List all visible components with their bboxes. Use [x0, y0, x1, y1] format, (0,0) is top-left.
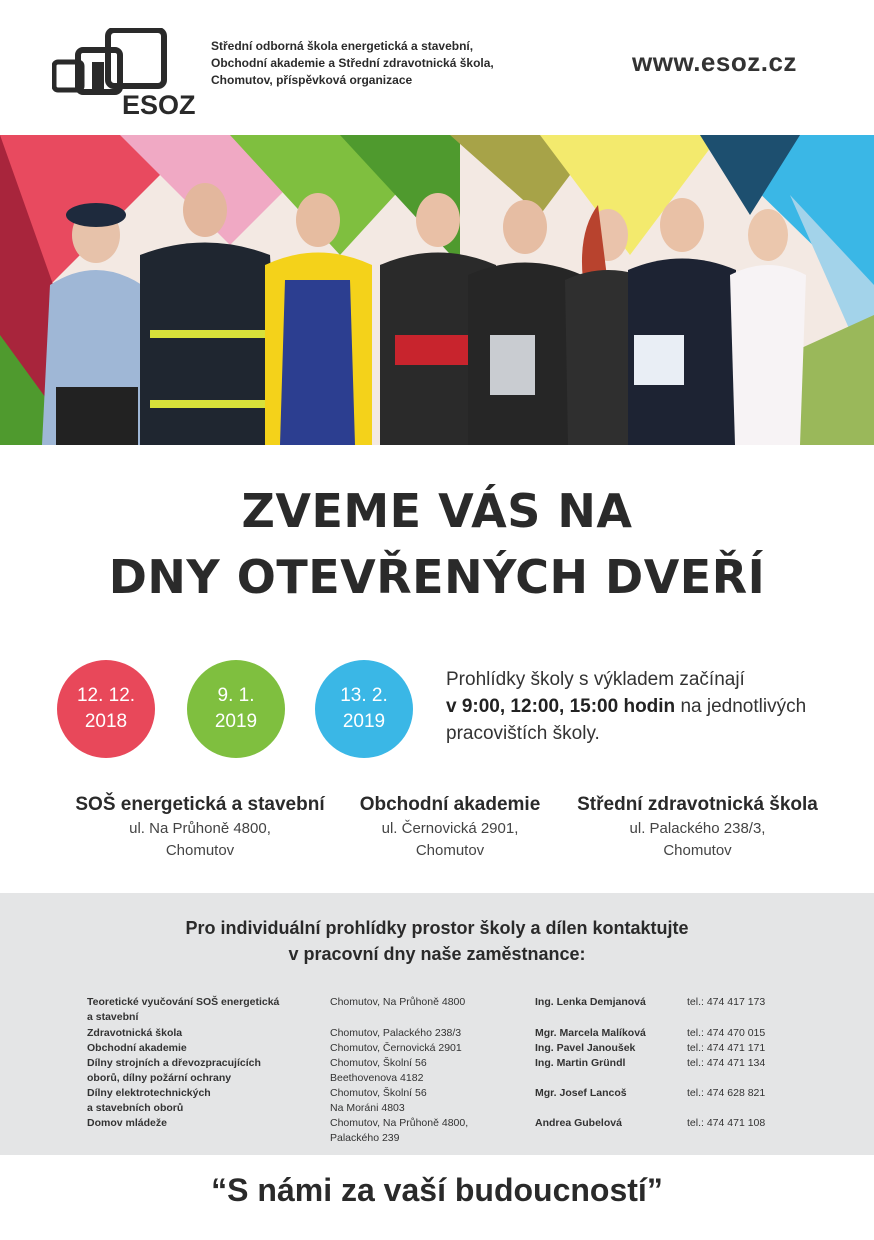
contact-department	[87, 995, 307, 1025]
title-line: ZVEME VÁS NA	[241, 484, 633, 538]
tour-info	[446, 666, 846, 747]
title-line: DNY OTEVŘENÝCH DVEŘÍ	[108, 550, 766, 604]
organization-name	[211, 38, 494, 89]
site-business-academy	[330, 792, 570, 862]
contact-department	[87, 1056, 307, 1086]
page-title	[0, 478, 874, 610]
esoz-logo	[52, 28, 202, 118]
hero-image	[0, 135, 874, 445]
contact-phone[interactable]: tel.: 474 471 108	[687, 1117, 766, 1129]
website-link[interactable]: www.esoz.cz	[632, 47, 797, 77]
contact-address	[330, 1041, 510, 1056]
addr-line: Chomutov, Na Průhoně 4800	[330, 996, 466, 1008]
addr-line: Palackého 239	[330, 1132, 400, 1144]
contact-phone[interactable]: tel.: 474 470 015	[687, 1027, 766, 1039]
contact-department	[87, 1086, 307, 1116]
tour-line: pracovištích školy.	[446, 723, 600, 744]
logo-text: ESOZ	[122, 90, 196, 118]
site-name: Střední zdravotnická škola	[577, 794, 818, 815]
addr-line: Chomutov, Černovická 2901	[330, 1042, 462, 1054]
tour-times: v 9:00, 12:00, 15:00 hodin	[446, 696, 676, 717]
contact-phone[interactable]: tel.: 474 417 173	[687, 996, 766, 1008]
site-city: Chomutov	[165, 842, 235, 859]
date-year: 2019	[342, 711, 386, 732]
hero-banner	[0, 135, 874, 445]
contact-heading-line: Pro individuální prohlídky prostor školy a dílen kontaktujte	[185, 918, 689, 938]
contact-address	[330, 1026, 510, 1041]
contact-phone[interactable]: tel.: 474 628 821	[687, 1087, 766, 1099]
addr-line: Beethovenova 4182	[330, 1072, 424, 1084]
site-energy-construction	[40, 792, 360, 862]
header	[0, 0, 874, 135]
dept-line: Zdravotnická škola	[87, 1027, 183, 1039]
contact-phone[interactable]: tel.: 474 471 171	[687, 1042, 766, 1054]
addr-line: Chomutov, Palackého 238/3	[330, 1027, 462, 1039]
date-day: 9. 1.	[217, 685, 255, 706]
dept-line: Dílny strojních a dřevozpracujících	[87, 1057, 261, 1069]
tour-line-rest: na jednotlivých	[675, 696, 807, 717]
contact-person: Mgr. Josef Lancoš	[535, 1087, 627, 1099]
addr-line: Na Moráni 4803	[330, 1102, 405, 1114]
contact-department	[87, 1116, 307, 1131]
contact-person: Ing. Pavel Janoušek	[535, 1042, 636, 1054]
addr-line: Chomutov, Školní 56	[330, 1087, 427, 1099]
site-address: ul. Na Průhoně 4800,	[129, 820, 271, 837]
contact-department	[87, 1041, 307, 1056]
site-address: ul. Černovická 2901,	[381, 820, 519, 837]
contact-person: Andrea Gubelová	[535, 1117, 622, 1129]
dept-line: a stavební	[87, 1011, 139, 1023]
date-badge	[187, 660, 285, 758]
contact-address	[330, 995, 510, 1010]
addr-line: Chomutov, Na Průhoně 4800,	[330, 1117, 469, 1129]
date-year: 2019	[214, 711, 258, 732]
dept-line: a stavebních oborů	[87, 1102, 184, 1114]
dept-line: Domov mládeže	[87, 1117, 167, 1129]
slogan: “S námi za vaší budoucností”	[211, 1172, 663, 1208]
date-badge	[57, 660, 155, 758]
date-badge	[315, 660, 413, 758]
dept-line: Dílny elektrotechnických	[87, 1087, 211, 1099]
org-line: Střední odborná škola energetická a stavební,	[211, 39, 474, 53]
contact-phone[interactable]: tel.: 474 471 134	[687, 1057, 766, 1069]
tour-line	[446, 693, 846, 720]
contact-address	[330, 1056, 510, 1086]
tour-line: Prohlídky školy s výkladem začínají	[446, 669, 745, 690]
contact-heading-line: v pracovní dny naše zaměstnance:	[288, 944, 586, 964]
date-day: 12. 12.	[76, 685, 136, 706]
contact-person: Ing. Lenka Demjanová	[535, 996, 646, 1008]
org-line: Chomutov, příspěvková organizace	[211, 73, 413, 87]
org-line: Obchodní akademie a Střední zdravotnická škola,	[211, 56, 494, 70]
site-name: SOŠ energetická a stavební	[75, 794, 325, 815]
date-day: 13. 2.	[340, 685, 388, 706]
contact-address	[330, 1116, 510, 1146]
addr-line: Chomutov, Školní 56	[330, 1057, 427, 1069]
site-city: Chomutov	[415, 842, 485, 859]
dept-line: oborů, dílny požární ochrany	[87, 1072, 232, 1084]
contact-address	[330, 1086, 510, 1116]
site-address: ul. Palackého 238/3,	[629, 820, 766, 837]
contact-heading	[0, 915, 874, 967]
site-health-school	[560, 792, 835, 862]
site-name: Obchodní akademie	[359, 794, 541, 815]
contact-department	[87, 1026, 307, 1041]
date-year: 2018	[84, 711, 128, 732]
dept-line: Teoretické vyučování SOŠ energetická	[87, 996, 280, 1008]
dept-line: Obchodní akademie	[87, 1042, 187, 1054]
site-city: Chomutov	[663, 842, 732, 859]
contact-person: Ing. Martin Gründl	[535, 1057, 626, 1069]
contact-person: Mgr. Marcela Malíková	[535, 1027, 646, 1039]
